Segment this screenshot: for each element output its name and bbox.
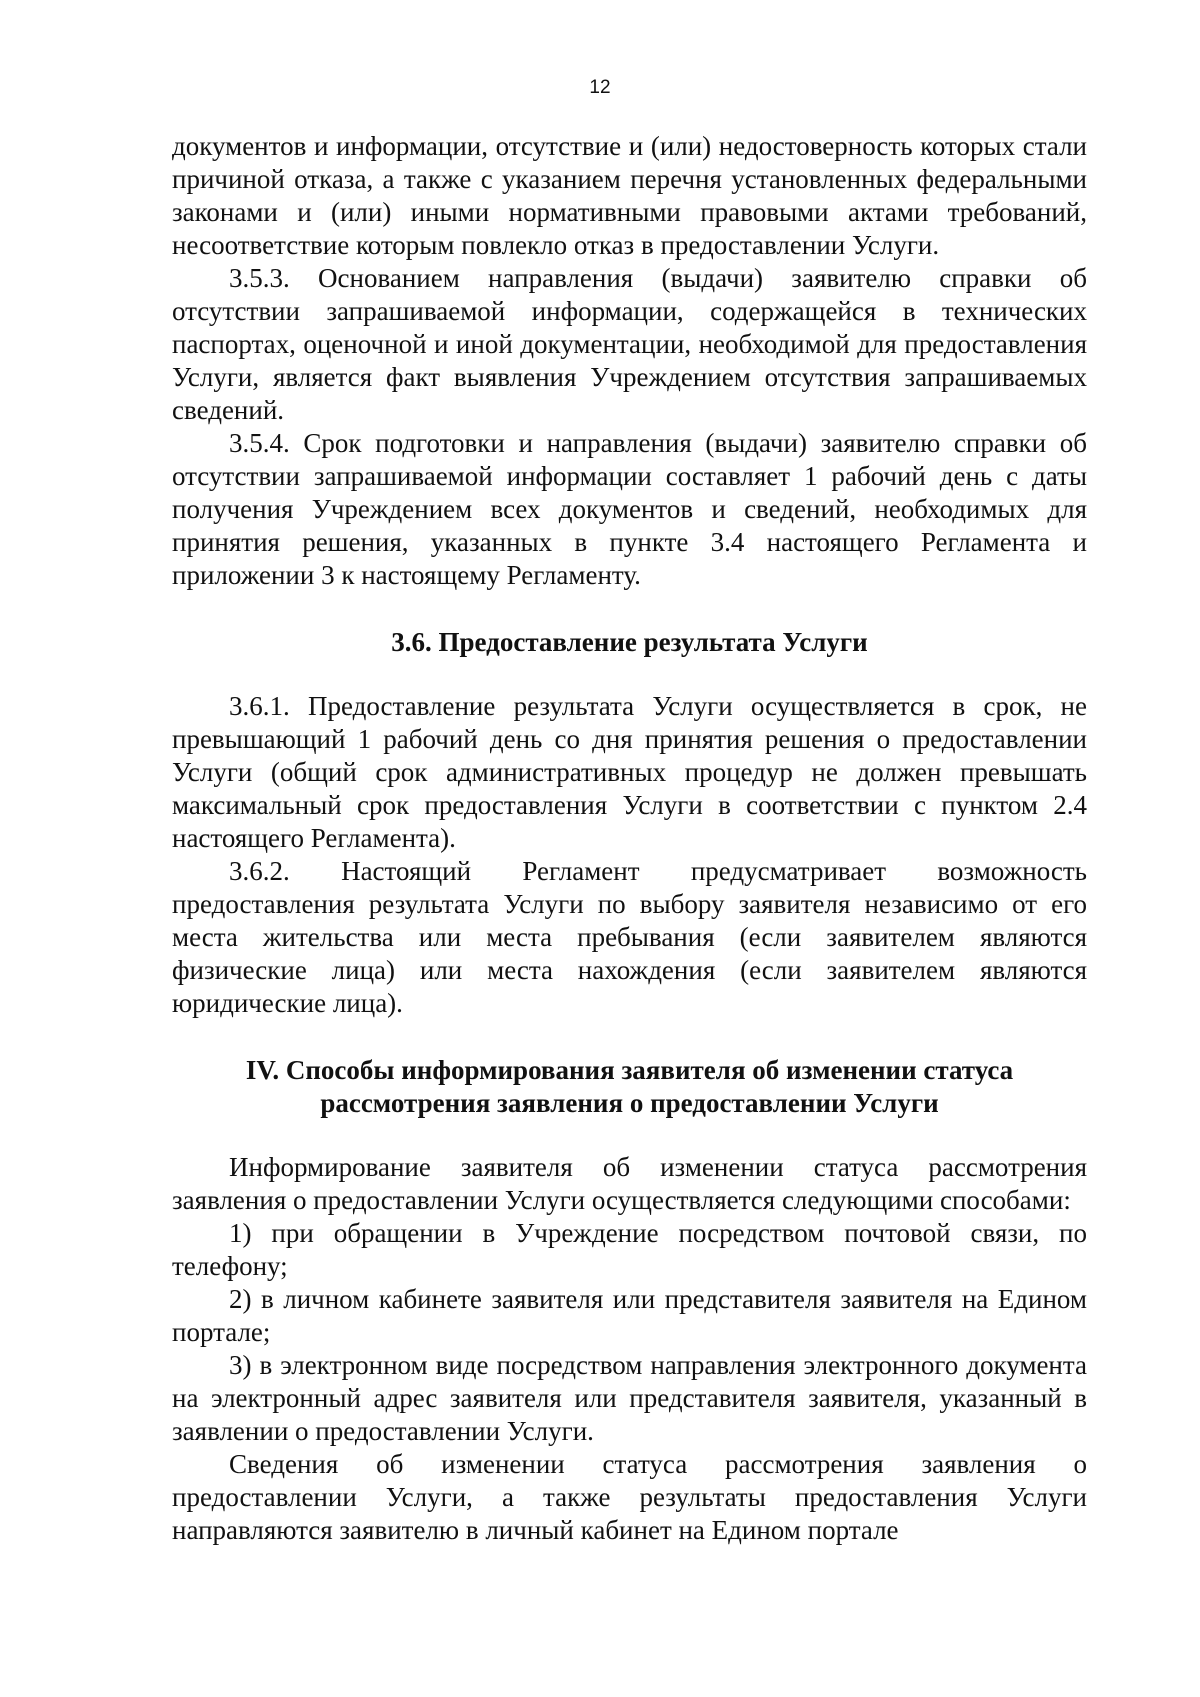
spacer [172, 1020, 1087, 1054]
paragraph-3-6-2: 3.6.2. Настоящий Регламент предусматривает возможность предоставления результата Услуги по выбору заявителя независимо от его места жительства или места пребывания (если заявителем являются физические лица) или места нахождения (если заявителем являются юридические лица). [172, 856, 1087, 1018]
paragraph-3-6-1: 3.6.1. Предоставление результата Услуги осуществляется в срок, не превышающий 1 рабочий день со дня принятия решения о предоставлении Услуги (общий срок административных процедур не должен превышать максимальный срок предоставления Услуги в соответствии с пунктом 2.4 настоящего Регламента). [172, 691, 1087, 853]
paragraph-3-5-4: 3.5.4. Срок подготовки и направления (выдачи) заявителю справки об отсутствии запрашиваемой информации составляет 1 рабочий день с даты получения Учреждением всех документов и сведений, необходимых для принятия решения, указанных в пункте 3.4 настоящего Регламента и приложении 3 к настоящему Регламенту. [172, 428, 1087, 590]
paragraph-continuation: документов и информации, отсутствие и (или) недостоверность которых стали причиной отказа, а также с указанием перечня установленных федеральными законами и (или) иными нормативными правовыми актами требований, несоответствие которым повлекло отказ в предоставлении Услуги. [172, 131, 1087, 260]
paragraph-3-5-3: 3.5.3. Основанием направления (выдачи) заявителю справки об отсутствии запрашиваемой информации, содержащейся в технических паспортах, оценочной и иной документации, необходимой для предоставления Услуги, является факт выявления Учреждением отсутствия запрашиваемых сведений. [172, 263, 1087, 425]
spacer [172, 1120, 1087, 1151]
spacer [172, 592, 1087, 626]
paragraph-status-info: Сведения об изменении статуса рассмотрения заявления о предоставлении Услуги, а также результаты предоставления Услуги направляются заявителю в личный кабинет на Едином портале [172, 1449, 1087, 1545]
list-item-2: 2) в личном кабинете заявителя или представителя заявителя на Едином портале; [172, 1284, 1087, 1347]
list-item-1: 1) при обращении в Учреждение посредством почтовой связи, по телефону; [172, 1218, 1087, 1281]
paragraph-informing-intro: Информирование заявителя об изменении статуса рассмотрения заявления о предоставлении Услуги осуществляется следующими способами: [172, 1152, 1087, 1215]
section-heading-iv-line-1: IV. Способы информирования заявителя об изменении статуса [245, 1055, 1014, 1085]
section-heading-iv-line-2: рассмотрения заявления о предоставлении Услуги [320, 1088, 939, 1118]
section-heading-3-6: 3.6. Предоставление результата Услуги [391, 627, 868, 657]
list-item-3: 3) в электронном виде посредством направления электронного документа на электронный адрес заявителя или представителя заявителя, указанный в заявлении о предоставлении Услуги. [172, 1350, 1087, 1446]
section-heading-iv [172, 1054, 1087, 1120]
spacer [172, 659, 1087, 690]
page-number: 12 [589, 77, 611, 98]
document-body [172, 130, 1087, 1547]
